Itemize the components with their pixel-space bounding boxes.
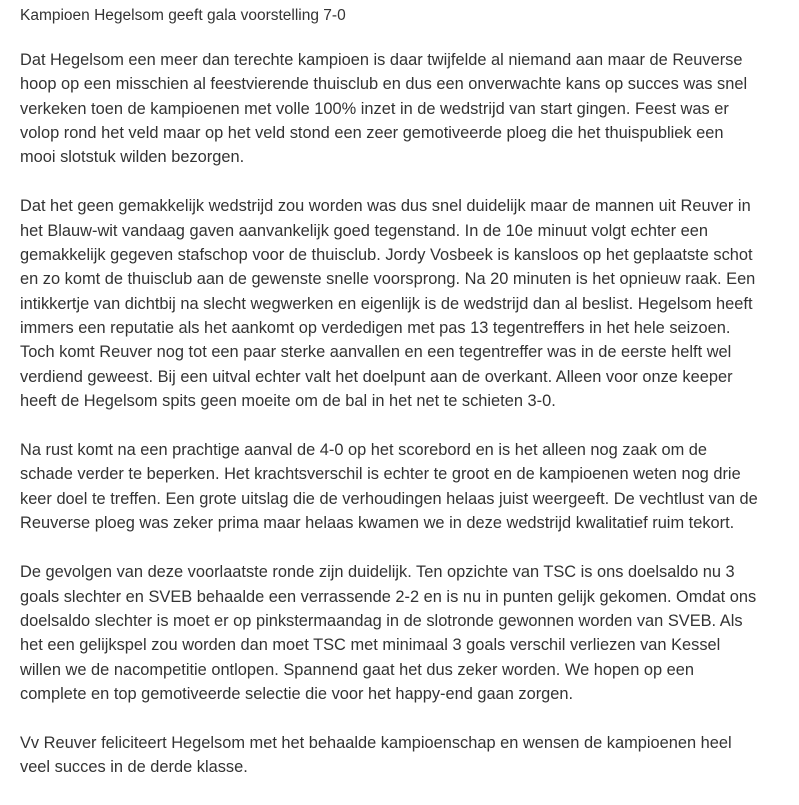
text-line: volop rond het veld maar op het veld stond een zeer gemotiveerde ploeg die het thuispubliek een [20,123,724,142]
text-line: goals slechter en SVEB behaalde een verrassende 2-2 en is nu in punten gelijk gekomen. Omdat ons [20,587,757,606]
text-line: Na rust komt na een prachtige aanval de 4-0 op het scorebord en is het alleen nog zaak om de [20,441,708,460]
text-line: en zo komt de thuisclub aan de gewenste snelle voorsprong. Na 20 minuten is het opnieuw raak. Een [20,270,756,289]
text-line: het Blauw-wit vandaag gaven aanvankelijk goed tegenstand. In de 10e minuut volgt echter een [20,221,708,240]
text-line: verdiend geweest. Bij een uitval echter valt het doelpunt aan de overkant. Alleen voor onze keeper [20,367,733,386]
text-line: willen we de nacompetitie ontlopen. Spannend gaat het dus zeker worden. We hopen op een [20,660,695,679]
text-line: De gevolgen van deze voorlaatste ronde zijn duidelijk. Ten opzichte van TSC is ons doelsaldo nu 3 [20,563,735,582]
text-line: intikkertje van dichtbij na slecht wegwerken en eigenlijk is de wedstrijd dan al beslist. Hegelsom heeft [20,294,753,313]
text-line: immers een reputatie als het aankomt op verdedigen met pas 13 tegentreffers in het hele seizoen. [20,318,731,337]
text-line: Dat Hegelsom een meer dan terechte kampioen is daar twijfelde al niemand aan maar de Reuverse [20,51,743,69]
text-line: Dat het geen gemakkelijk wedstrijd zou worden was dus snel duidelijk maar de mannen uit Reuver in [20,197,751,216]
text-line: Toch komt Reuver nog tot een paar sterke aanvallen en een tegentreffer was in de eerste helft wel [20,343,732,362]
text-line: schade verder te beperken. Het krachtsverschil is echter te groot en de kampioenen weten nog drie [20,465,741,484]
text-line: heeft de Hegelsom spits geen moeite om de bal in het net te schieten 3-0. [20,391,556,410]
paragraph-first-half [20,194,799,413]
text-line: veel succes in de derde klasse. [20,758,248,777]
paragraph-consequences [20,560,799,706]
text-line: gemakkelijk gegeven stafschop voor de thuisclub. Jordy Vosbeek is kansloos op het geplaatste schot [20,246,753,265]
paragraph-intro [20,48,799,169]
text-line: hoop op een misschien al feestvierende thuisclub en dus een onverwachte kans op succes was snel [20,75,748,94]
text-line: complete en top gemotiveerde selectie die voor het happy-end gaan zorgen. [20,684,574,703]
paragraph-second-half [20,438,799,535]
text-line: Vv Reuver feliciteert Hegelsom met het behaalde kampioenschap en wensen de kampioenen heel [20,734,732,753]
text-line: het een gelijkspel zou worden dan moet TSC met minimaal 3 goals verschil verliezen van Kessel [20,636,721,655]
text-line: keer doel te treffen. Een grote uitslag die de verhoudingen helaas juist weergeeft. De vechtlust van de [20,489,758,508]
text-line: doelsaldo slechter is moet er op pinkstermaandag in de slotronde gewonnen worden van SVEB. Als [20,611,743,630]
paragraph-congratulations [20,731,799,780]
text-line: verkeken toen de kampioenen met volle 100% inzet in de wedstrijd van start gingen. Feest was er [20,99,729,118]
article-title: Kampioen Hegelsom geeft gala voorstelling 7-0 [20,7,346,24]
text-line: mooi slotstuk wilden bezorgen. [20,148,245,167]
text-line: Reuverse ploeg was zeker prima maar helaas kwamen we in deze wedstrijd kwalitatief ruim tekort. [20,514,735,533]
